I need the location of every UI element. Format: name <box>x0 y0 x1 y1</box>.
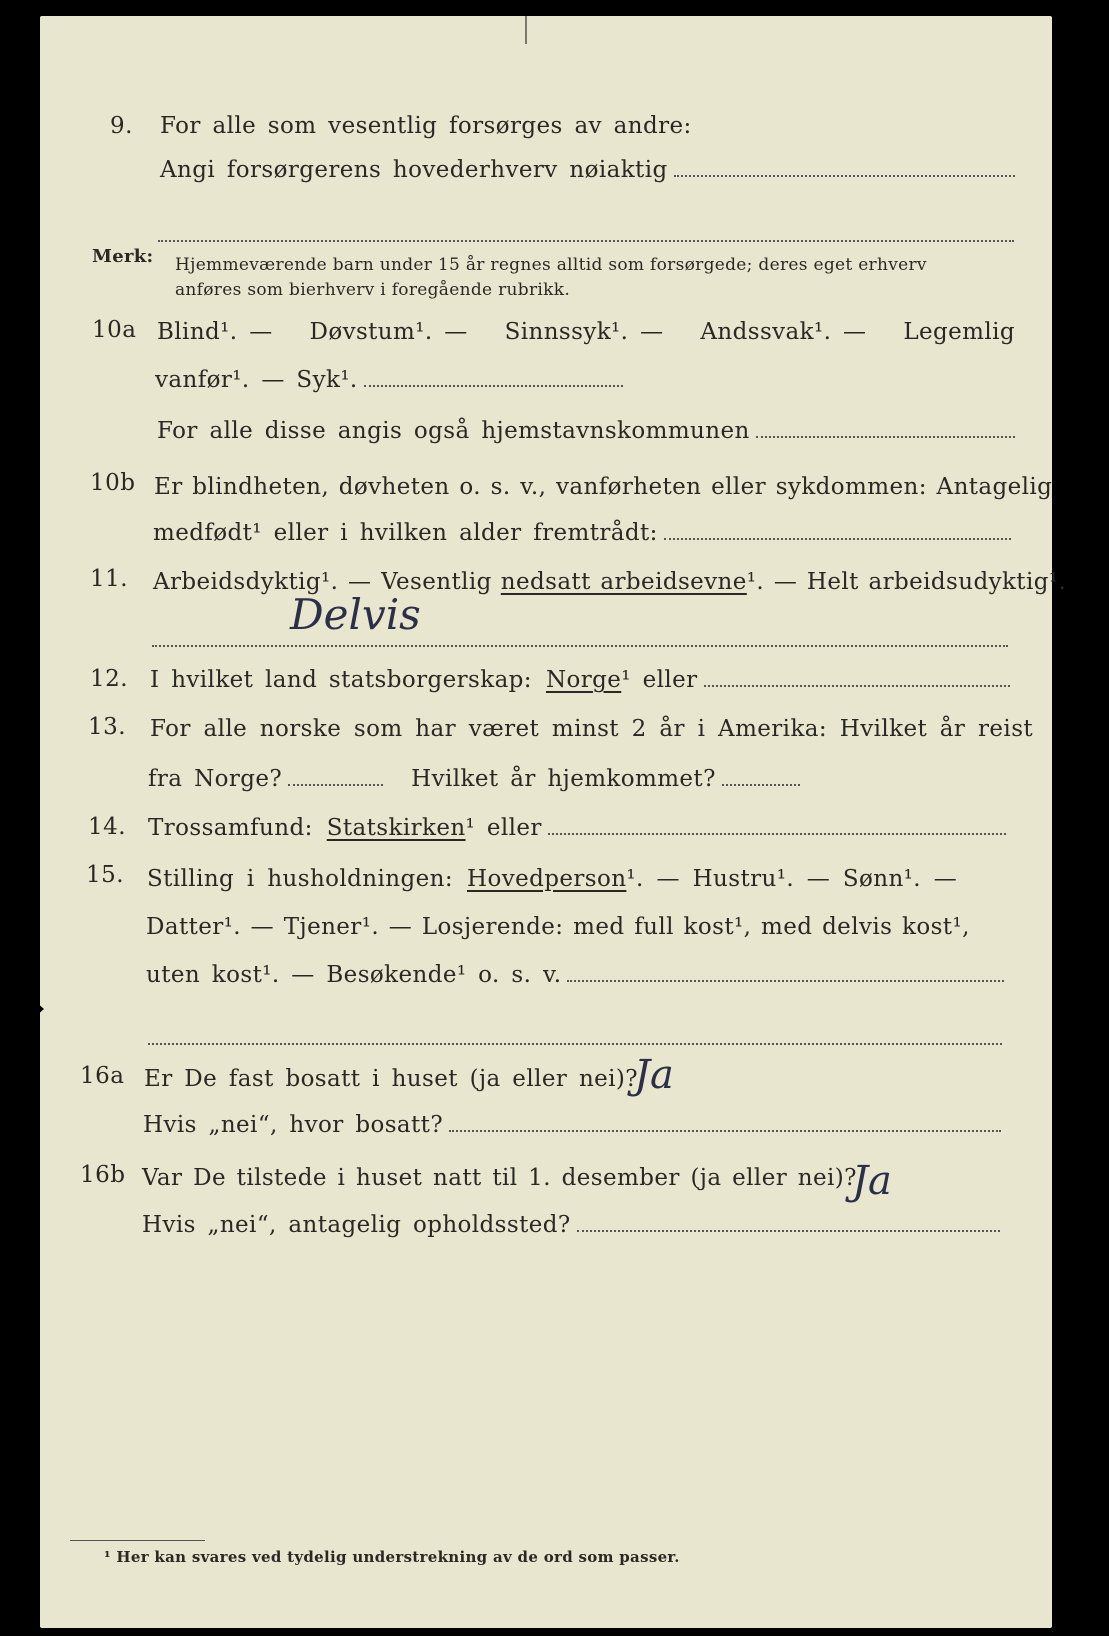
q13-line1: For alle norske som har været minst 2 år i Amerika: Hvilket år reist <box>150 716 1034 742</box>
q15-number: 15. <box>86 862 125 888</box>
q11-answer-line <box>152 645 1008 647</box>
q10b-answer-line <box>664 538 1011 540</box>
q15-line2: Datter¹. — Tjener¹. — Losjerende: med full kost¹, med delvis kost¹, <box>146 914 970 940</box>
q11-part1: Arbeidsdyktig¹. — Vesentlig <box>153 569 492 595</box>
q14-part1: Trossamfund: <box>148 815 313 841</box>
footnote: ¹ Her kan svares ved tydelig understrekning av de ord som passer. <box>104 1548 680 1566</box>
q10a-syk-line <box>364 385 623 387</box>
q16b-number: 16b <box>80 1162 126 1188</box>
q13-reist-line <box>288 784 383 786</box>
q11-handwritten-answer: Delvis <box>290 590 421 639</box>
q15-answer-line-2 <box>148 1043 1002 1045</box>
merk-line1: Hjemmeværende barn under 15 år regnes alltid som forsørgede; deres eget erhverv <box>175 255 927 275</box>
q16a-handwritten-answer: Ja <box>634 1052 674 1098</box>
q10a-kommune-line <box>756 436 1015 438</box>
q10a-line3: For alle disse angis også hjemstavnskommunen <box>157 418 750 444</box>
q13-part-b: Hvilket år hjemkommet? <box>411 766 716 792</box>
q10b-line2-row <box>153 520 1011 546</box>
q12-row <box>150 667 1010 693</box>
q10a-option-legemlig: Legemlig <box>903 319 1015 345</box>
merk-block <box>175 255 1017 300</box>
q13-hjemkommet-line <box>722 784 800 786</box>
q10a-option-sinnssyk: Sinnssyk¹. — <box>504 319 664 345</box>
q9-answer-line-2 <box>158 240 1014 242</box>
q15-part1: Stilling i husholdningen: <box>147 866 453 892</box>
q9-line2: Angi forsørgerens hovederhverv nøiaktig <box>160 157 668 183</box>
q16b-handwritten-answer: Ja <box>852 1158 892 1204</box>
q10a-line2: vanfør¹. — Syk¹. <box>155 367 358 393</box>
q15-line3-row <box>146 962 1004 988</box>
footnote-rule <box>70 1540 205 1541</box>
q14-answer-line <box>548 833 1006 835</box>
q11-number: 11. <box>90 566 129 592</box>
q16b-answer-line <box>577 1230 1000 1232</box>
q15-line3: uten kost¹. — Besøkende¹ o. s. v. <box>146 962 562 988</box>
q11-underlined-answer: nedsatt arbeidsevne <box>500 569 747 595</box>
q14-row <box>148 815 1006 841</box>
q16a-line2-row <box>143 1112 1001 1138</box>
q12-number: 12. <box>90 666 129 692</box>
q10a-option-dovstum: Døvstum¹. — <box>309 319 468 345</box>
q10a-options <box>157 319 1015 345</box>
q14-number: 14. <box>88 814 127 840</box>
q16b-line2-row <box>142 1212 1000 1238</box>
q12-answer-line <box>704 685 1010 687</box>
q15-part3: ¹. — Hustru¹. — Sønn¹. — <box>626 866 958 892</box>
q11-line1 <box>153 569 1067 595</box>
q12-part3: ¹ eller <box>621 667 698 693</box>
q9-line1: For alle som vesentlig forsørges av andre: <box>160 113 692 139</box>
q10a-option-blind: Blind¹. — <box>157 319 273 345</box>
q10b-line2: medfødt¹ eller i hvilken alder fremtrådt: <box>153 520 658 546</box>
q16b-line1: Var De tilstede i huset natt til 1. desember (ja eller nei)? <box>142 1165 857 1191</box>
q9-answer-line <box>674 175 1015 177</box>
q10a-number: 10a <box>92 317 137 343</box>
q14-part3: ¹ eller <box>465 815 542 841</box>
q10b-line1: Er blindheten, døvheten o. s. v., vanførheten eller sykdommen: Antagelig <box>154 474 1053 500</box>
q16b-line2: Hvis „nei“, antagelig opholdssted? <box>142 1212 571 1238</box>
q16a-answer-line <box>449 1130 1001 1132</box>
q9-block <box>160 113 1015 183</box>
q16a-line1: Er De fast bosatt i huset (ja eller nei)? <box>144 1066 639 1092</box>
q14-underlined-answer: Statskirken <box>326 815 466 841</box>
q13-part-a: fra Norge? <box>148 766 283 792</box>
q10b-number: 10b <box>90 470 136 496</box>
q9-line2-row <box>160 157 1015 183</box>
q13-line2-row <box>148 766 800 792</box>
q10a-option-andssvak: Andssvak¹. — <box>700 319 867 345</box>
q12-underlined-answer: Norge <box>545 667 622 693</box>
q15-answer-line <box>567 980 1004 982</box>
q10a-line3-row <box>157 418 1015 444</box>
q11-part3: ¹. — Helt arbeidsudyktig¹. <box>746 569 1067 595</box>
q16a-number: 16a <box>80 1063 125 1089</box>
q16a-line2: Hvis „nei“, hvor bosatt? <box>143 1112 444 1138</box>
q9-number: 9. <box>110 113 133 139</box>
q15-line1 <box>147 866 1009 892</box>
paper-notch <box>28 995 44 1023</box>
merk-label: Merk: <box>92 246 154 267</box>
q13-number: 13. <box>88 714 127 740</box>
paper-crease <box>525 16 527 44</box>
q15-underlined-answer: Hovedperson <box>466 866 627 892</box>
merk-line2: anføres som bierhverv i foregående rubrikk. <box>175 280 571 300</box>
q10a-line2-row <box>155 367 623 393</box>
q12-part1: I hvilket land statsborgerskap: <box>150 667 532 693</box>
